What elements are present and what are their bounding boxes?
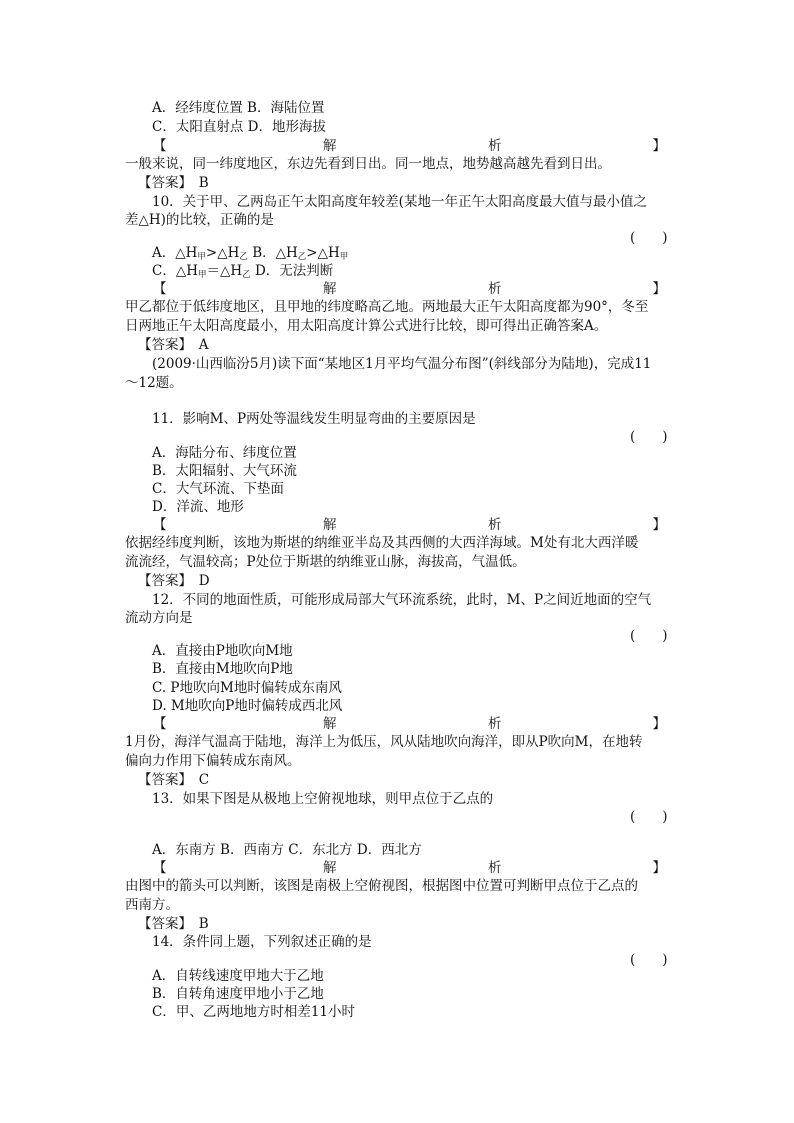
q11-option-d: D．洋流、地形	[152, 499, 244, 515]
q14-stem: 14．条件同上题，下列叙述正确的是	[152, 934, 372, 950]
q13-analysis-line1: 由图中的箭头可以判断，该图是南极上空俯视图，根据图中位置可判断甲点位于乙点的	[125, 878, 638, 894]
q9-options-line1: A．经纬度位置 B．海陆位置	[152, 100, 325, 116]
q9-analysis: 一般来说，同一纬度地区，东边先看到日出。同一地点，地势越高越先看到日出。	[125, 156, 611, 172]
q11-option-c: C．大气环流、下垫面	[152, 481, 284, 497]
q11-option-a: A．海陆分布、纬度位置	[152, 445, 297, 461]
q14-option-a: A．自转线速度甲地大于乙地	[152, 968, 324, 984]
q13-answer: 【答案】 B	[138, 916, 209, 932]
intro-line2: ～12题。	[125, 375, 183, 391]
q10-stem-line1: 10．关于甲、乙两岛正午太阳高度年较差(某地一年正午太阳高度最大值与最小值之	[152, 194, 647, 210]
q12-answer-blank: ( )	[630, 628, 668, 644]
q10-answer: 【答案】 A	[138, 337, 209, 353]
q13-answer-blank: ( )	[630, 809, 668, 825]
q12-analysis-line2: 偏向力作用下偏转成东南风。	[125, 753, 301, 769]
q9-options-line2: C．太阳直射点 D．地形海拔	[152, 119, 326, 135]
q12-stem-line1: 12．不同的地面性质，可能形成局部大气环流系统，此时，M、P之间近地面的空气	[152, 592, 652, 608]
q12-option-c: C. P地吹向M地时偏转成东南风	[152, 680, 342, 696]
q14-answer-blank: ( )	[630, 952, 668, 968]
q12-option-a: A．直接由P地吹向M地	[152, 643, 293, 659]
q14-option-c: C．甲、乙两地地方时相差11小时	[152, 1004, 356, 1020]
q12-option-b: B．直接由M地吹向P地	[152, 661, 293, 677]
q12-option-d: D. M地吹向P地时偏转成西北风	[152, 698, 343, 714]
q13-options: A．东南方 B．西南方 C．东北方 D．西北方	[152, 842, 422, 858]
q11-stem: 11．影响M、P两处等温线发生明显弯曲的主要原因是	[152, 411, 476, 427]
q10-options-line2: C．$\triangle H_甲=\triangle H_乙$ D．无法判断	[152, 263, 334, 280]
document-page: A．经纬度位置 B．海陆位置 C．太阳直射点 D．地形海拔 【 解 析 】 一般来说，同一纬度地区，东边先看到日出。同一地点，地势越高越先看到日出。 【答案】 B 10．关于甲、乙两岛正午太阳高度年较差(某地一年正午太阳高度最大值与最小值之 差△H)的比较，正确的是 ( ) A．$\triangle H_甲>\triangle H_乙$ B．$\triangle H_乙>\triangle H_甲$ C．$\triangle H_甲=\triangle H_乙$ D．无法判断 【 解 析 】 甲乙都位于低纬度地区，且甲地的纬度略高乙地。两地最大正午太阳高度都为90°，冬至 日两地正午太阳高度最小，用太阳高度计算公式进行比较，即可得出正确答案A。 【答案】 A (2009·山西临汾5月)读下面“某地区1月平均气温分布图”(斜线部分为陆地)，完成11 ～12题。 11．影响M、P两处等温线发生明显弯曲的主要原因是 ( ) A．海陆分布、纬度位置 B．太阳辐射、大气环流 C．大气环流、下垫面 D．洋流、地形 【 解 析 】 依据经纬度判断，该地为斯堪的纳维亚半岛及其西侧的大西洋海域。M处有北大西洋暖 流流经，气温较高；P处位于斯堪的纳维亚山脉，海拔高，气温低。 【答案】 D 12．不同的地面性质，可能形成局部大气环流系统，此时，M、P之间近地面的空气 流动方向是 ( ) A．直接由P地吹向M地 B．直接由M地吹向P地 C. P地吹向M地时偏转成东南风 D. M地吹向P地时偏转成西北风 【 解 析 】 1月份，海洋气温高于陆地，海洋上为低压，风从陆地吹向海洋，即从P吹向M，在地转 偏向力作用下偏转成东南风。 【答案】 C 13．如果下图是从极地上空俯视地球，则甲点位于乙点的 ( ) A．东南方 B．西南方 C．东北方 D．西北方 【 解 析 】 由图中的箭头可以判断，该图是南极上空俯视图，根据图中位置可判断甲点位于乙点的 西南方。 【答案】 B 14．条件同上题，下列叙述正确的是 ( ) A．自转线速度甲地大于乙地 B．自转角速度甲地小于乙地 C．甲、乙两地地方时相差11小时	[125, 100, 668, 1020]
q12-analysis-line1: 1月份，海洋气温高于陆地，海洋上为低压，风从陆地吹向海洋，即从P吹向M，在地转	[125, 734, 643, 750]
q11-analysis-line2: 流流经，气温较高；P处位于斯堪的纳维亚山脉，海拔高，气温低。	[125, 554, 526, 570]
q11-answer-blank: ( )	[630, 429, 668, 445]
q9-answer: 【答案】 B	[138, 175, 209, 191]
q13-stem: 13．如果下图是从极地上空俯视地球，则甲点位于乙点的	[152, 791, 494, 807]
intro-line1: (2009·山西临汾5月)读下面“某地区1月平均气温分布图”(斜线部分为陆地)，完成11	[152, 356, 652, 372]
q10-analysis-line2: 日两地正午太阳高度最小，用太阳高度计算公式进行比较，即可得出正确答案A。	[125, 318, 608, 334]
q12-answer: 【答案】 C	[138, 772, 210, 788]
q10-answer-blank: ( )	[630, 230, 668, 246]
q13-analysis-line2: 西南方。	[125, 897, 179, 913]
q12-stem-line2: 流动方向是	[125, 610, 193, 626]
q14-option-b: B．自转角速度甲地小于乙地	[152, 986, 324, 1002]
q10-options-line1: A．$\triangle H_甲>\triangle H_乙$ B．$\triangle H_乙>\triangle H_甲$	[152, 245, 349, 262]
q11-answer: 【答案】 D	[138, 573, 210, 589]
q11-analysis-line1: 依据经纬度判断，该地为斯堪的纳维亚半岛及其西侧的大西洋海域。M处有北大西洋暖	[125, 535, 639, 551]
q10-analysis-line1: 甲乙都位于低纬度地区，且甲地的纬度略高乙地。两地最大正午太阳高度都为90°，冬至	[125, 299, 649, 315]
q11-option-b: B．太阳辐射、大气环流	[152, 463, 297, 479]
q10-stem-line2: 差△H)的比较，正确的是	[125, 212, 274, 228]
